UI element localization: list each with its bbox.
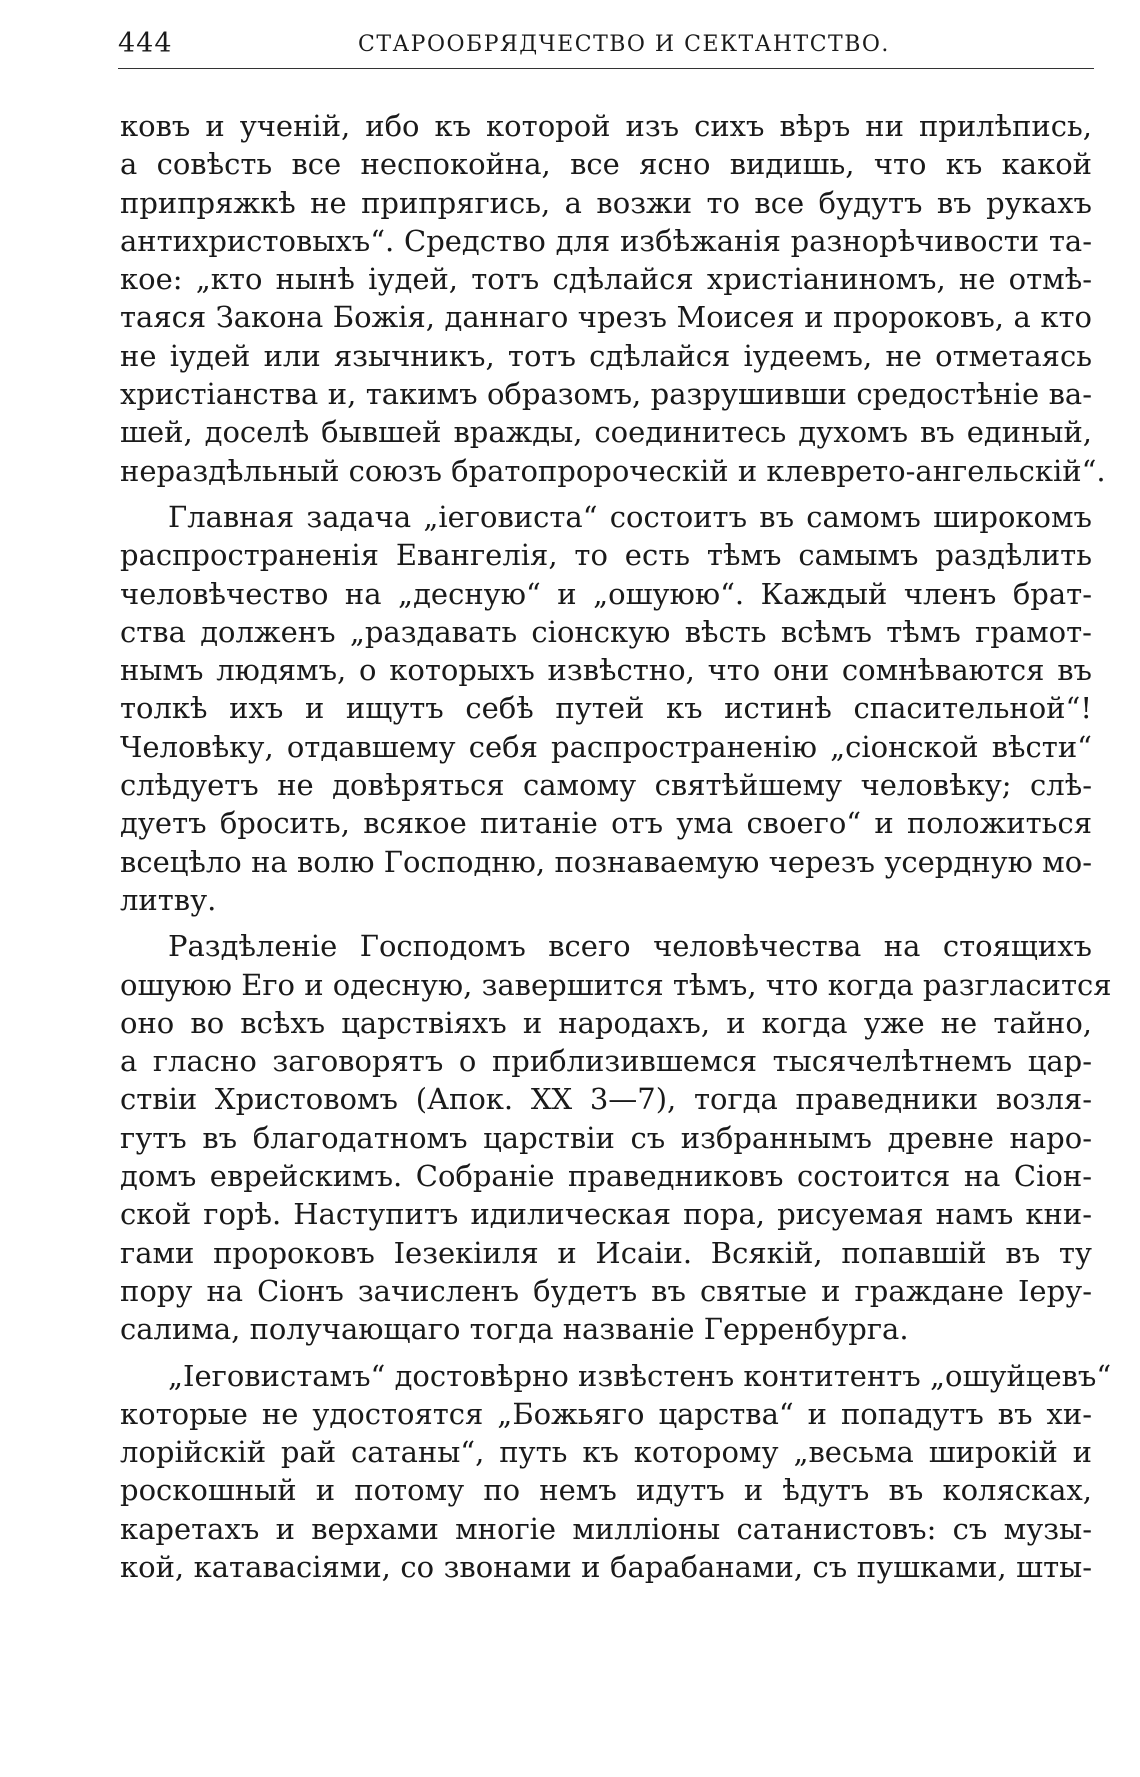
text-line: не іудей или язычникъ, тотъ сдѣлайся іудеемъ, не отметаясь <box>120 338 1092 373</box>
text-line: а гласно заговорятъ о приблизившемся тысячелѣтнемъ цар- <box>120 1044 1092 1079</box>
text-line: которые не удостоятся „Божьяго царства“ и попадутъ въ хи- <box>120 1396 1092 1431</box>
text-line: ошуюю Его и одесную, завершится тѣмъ, что когда разгласится <box>120 967 1112 1002</box>
paragraph-gap <box>120 919 1092 927</box>
text-line: ковъ и ученій, ибо къ которой изъ сихъ вѣръ ни прилѣпись, <box>120 109 1092 143</box>
text-line: домъ еврейскимъ. Собраніе праведниковъ состоится на Сіон- <box>120 1159 1092 1194</box>
text-line: Раздѣленіе Господомъ всего человѣчества на стоящихъ <box>168 929 1092 964</box>
running-head <box>118 22 1094 66</box>
text-line: а совѣсть все неспокойна, все ясно видишь, что къ какой <box>120 147 1092 182</box>
text-line: роскошный и потому по немъ идутъ и ѣдутъ въ колясках, <box>120 1473 1092 1508</box>
text-line: салима, получающаго тогда названіе Герренбурга. <box>120 1312 909 1347</box>
text-line: лорійскій рай сатаны“, путь къ которому „весьма широкій и <box>120 1435 1092 1470</box>
text-line: кой, катавасіями, со звонами и барабанами, съ пушками, шты- <box>120 1549 1092 1584</box>
text-line: литву. <box>120 882 217 917</box>
text-line: „Іеговистамъ“ достовѣрно извѣстенъ контитентъ „ошуйцевъ“ <box>168 1358 1112 1393</box>
text-line: припряжкѣ не припрягись, а возжи то все будутъ въ рукахъ <box>120 185 1092 220</box>
text-line: ства долженъ „раздавать сіонскую вѣсть всѣмъ тѣмъ грамот- <box>120 614 1092 649</box>
paragraph <box>120 107 1106 490</box>
text-line: шей, доселѣ бывшей вражды, соединитесь духомъ въ единый, <box>120 415 1092 450</box>
header-rule <box>118 68 1094 69</box>
text-line: распространенія Евангелія, то есть тѣмъ самымъ раздѣлить <box>120 538 1092 573</box>
text-line: оно во всѣхъ царствіяхъ и народахъ, и когда уже не тайно, <box>120 1005 1092 1040</box>
text-line: христіанства и, такимъ образомъ, разрушивши средостѣніе ва- <box>120 377 1092 412</box>
text-line: толкѣ ихъ и ищутъ себѣ путей къ истинѣ спасительной“! <box>120 691 1092 726</box>
text-line: ской горѣ. Наступитъ идилическая пора, рисуемая намъ кни- <box>120 1197 1092 1232</box>
text-line: каретахъ и верхами многіе милліоны сатанистовъ: съ музы- <box>120 1511 1092 1546</box>
text-line: нымъ людямъ, о которыхъ извѣстно, что они сомнѣваются въ <box>120 653 1092 688</box>
text-line: слѣдуетъ не довѣряться самому святѣйшему человѣку; слѣ- <box>120 768 1092 803</box>
paragraph <box>120 927 1112 1348</box>
text-line: Человѣку, отдавшему себя распространенію „сіонской вѣсти“ <box>120 729 1092 764</box>
text-line: таяся Закона Божія, даннаго чрезъ Моисея и пророковъ, а кто <box>120 300 1092 335</box>
text-line: гами пророковъ Іезекіиля и Исаіи. Всякій, попавшій въ ту <box>120 1235 1092 1270</box>
text-line: ствіи Христовомъ (Апок. XX 3—7), тогда праведники возля- <box>120 1082 1092 1117</box>
text-line: Главная задача „іеговиста“ состоитъ въ самомъ широкомъ <box>168 499 1092 534</box>
text-line: антихристовыхъ“. Средство для избѣжанія разнорѣчивости та- <box>120 223 1092 258</box>
text-line: человѣчество на „десную“ и „ошуюю“. Каждый членъ брат- <box>120 576 1092 611</box>
text-line: пору на Сіонъ зачисленъ будетъ въ святые и граждане Іеру- <box>120 1273 1092 1308</box>
text-line: нераздѣльный союзъ братопророческій и клеврето-ангельскій“. <box>120 453 1106 488</box>
body-text <box>120 107 1112 1586</box>
text-line: всецѣло на волю Господню, познаваемую черезъ усердную мо- <box>120 844 1092 879</box>
text-line: кое: „кто нынѣ іудей, тотъ сдѣлайся христіаниномъ, не отмѣ- <box>120 262 1092 297</box>
text-line: дуетъ бросить, всякое питаніе отъ ума своего“ и положиться <box>120 806 1092 841</box>
running-title: СТАРООБРЯДЧЕСТВО И СЕКТАНТСТВО. <box>358 32 890 57</box>
text-line: гутъ въ благодатномъ царствіи съ избраннымъ древне наро- <box>120 1120 1092 1155</box>
page-number: 444 <box>118 28 173 59</box>
paragraph <box>120 498 1092 919</box>
paragraph-gap <box>120 1349 1092 1357</box>
paragraph-gap <box>120 490 1092 498</box>
paragraph <box>120 1357 1112 1587</box>
